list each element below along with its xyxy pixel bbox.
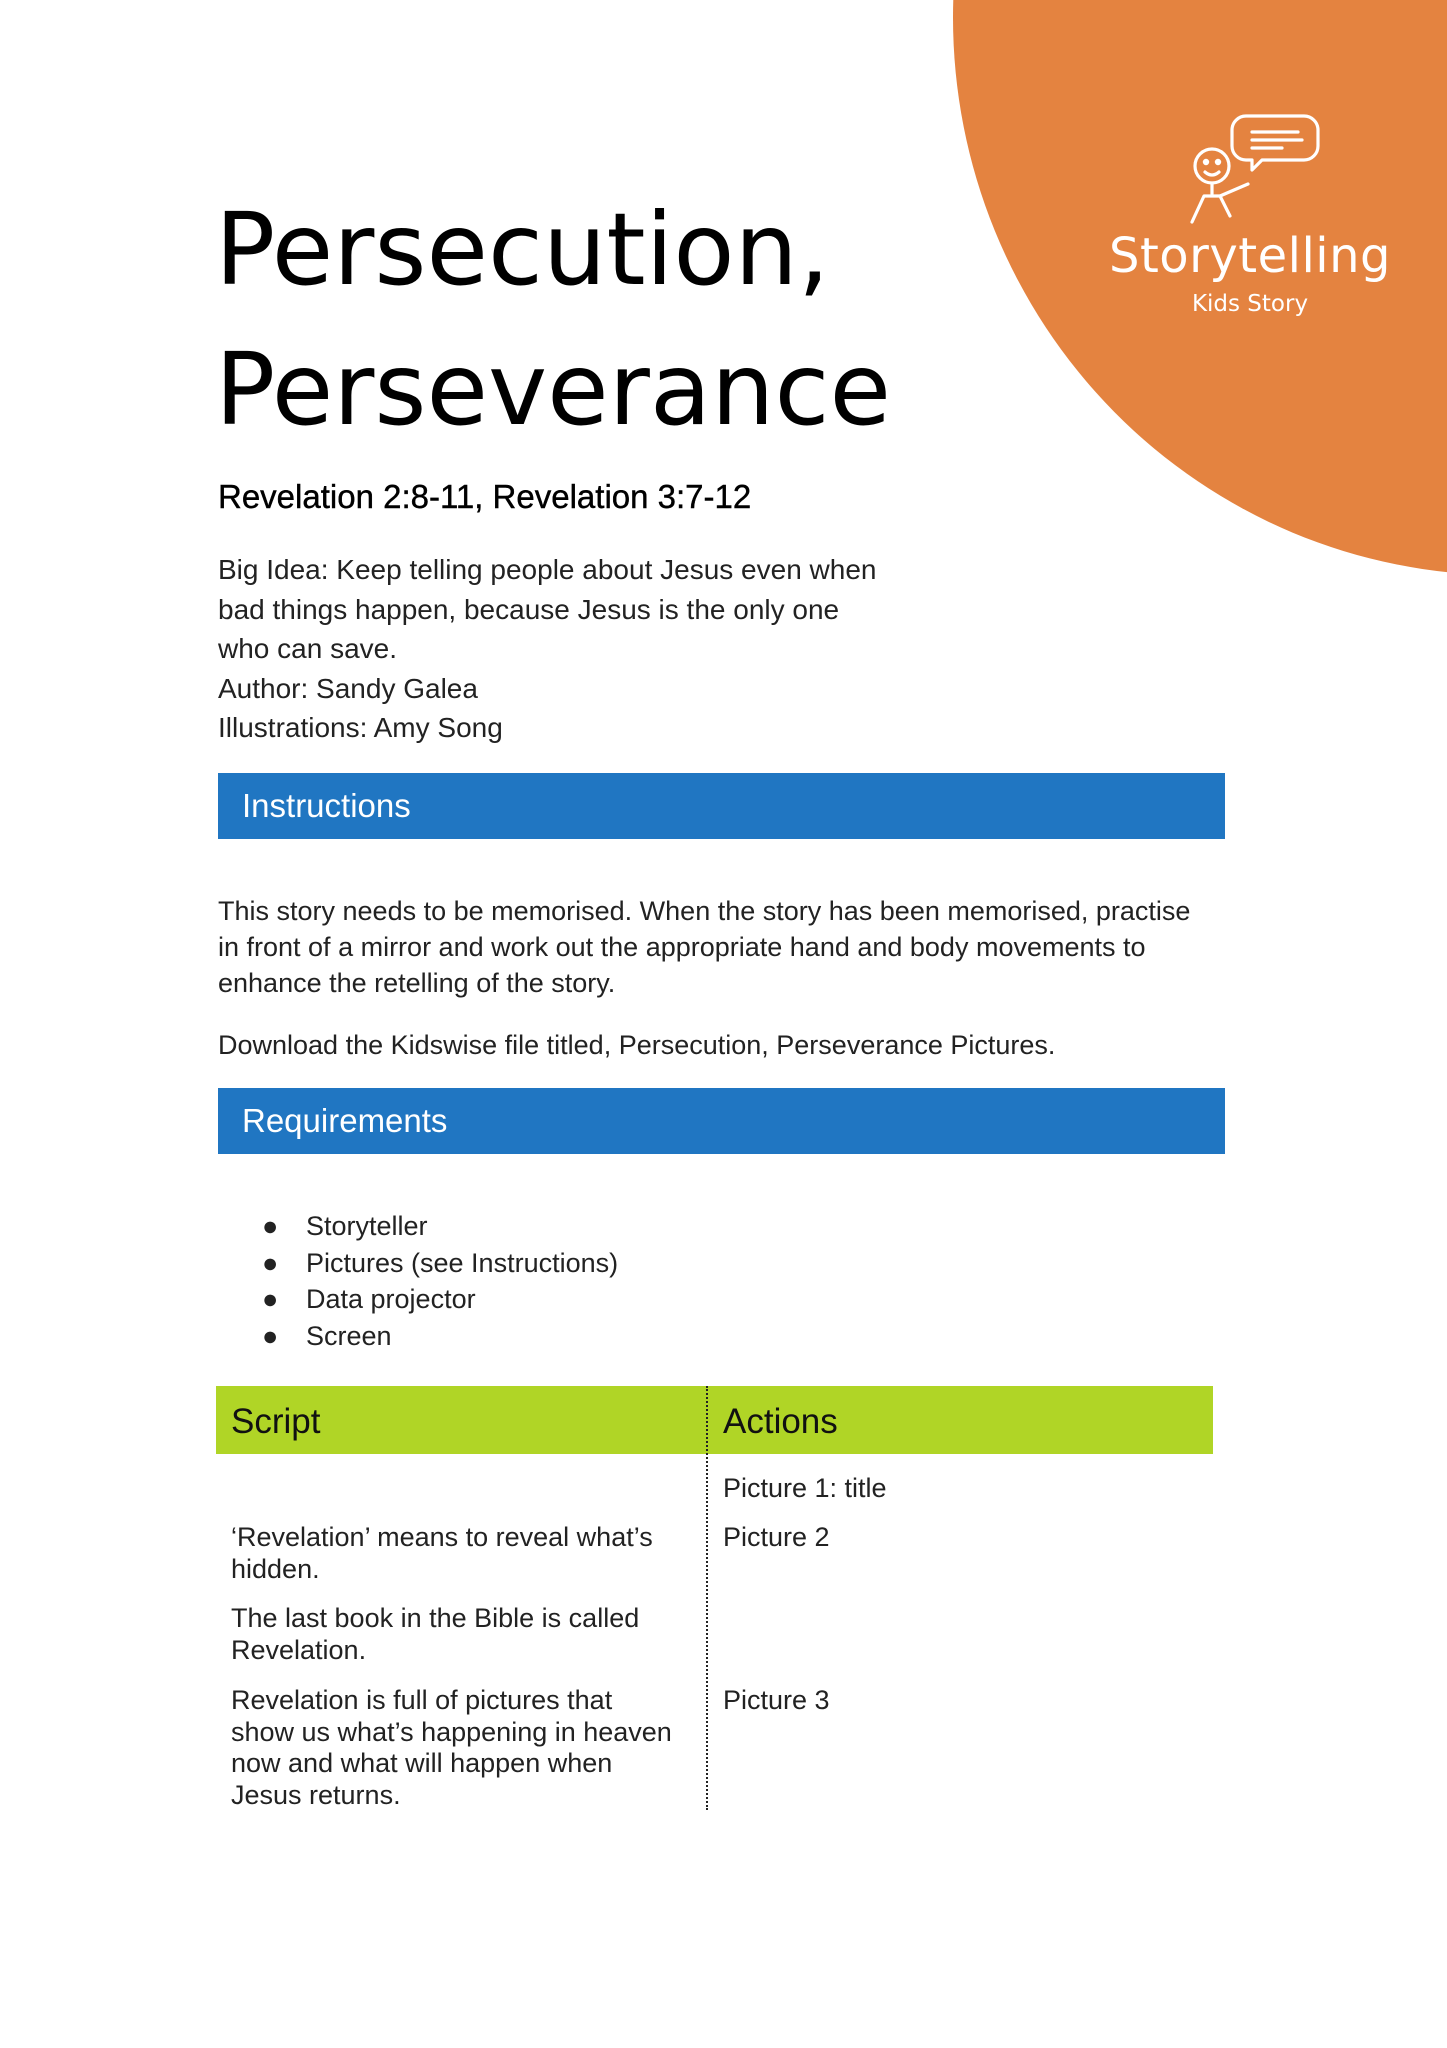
requirements-heading: Requirements — [218, 1088, 1225, 1154]
table-cell-script — [231, 1522, 691, 1585]
script-line: show us what’s happening in heaven — [231, 1716, 672, 1747]
list-item — [218, 1318, 618, 1355]
script-line: hidden. — [231, 1553, 320, 1584]
brand-subtitle: Kids Story — [1191, 291, 1309, 317]
list-item — [218, 1281, 618, 1318]
script-line: now and what will happen when — [231, 1748, 613, 1778]
big-idea-line: who can save. — [218, 633, 397, 664]
story-meta — [218, 550, 978, 748]
list-item — [218, 1208, 618, 1245]
page-title — [215, 180, 891, 460]
list-item — [218, 1245, 618, 1282]
paragraph-line: in front of a mirror and work out the appropriate hand and body movements to — [218, 932, 1146, 962]
title-line: Perseverance — [215, 331, 891, 448]
script-line: Jesus returns. — [231, 1779, 401, 1810]
bullet: ● — [262, 1284, 279, 1314]
author: Author: Sandy Galea — [218, 672, 478, 704]
big-idea-line: bad things happen, because Jesus is the only one — [218, 593, 840, 625]
storyteller-speech-bubble-icon — [1182, 112, 1322, 230]
list-item-label: Pictures (see Instructions) — [306, 1247, 619, 1278]
table-header-actions: Actions — [706, 1386, 1213, 1454]
title-line: Persecution, — [215, 191, 830, 308]
brand-badge-circle — [953, 0, 1447, 575]
download-note: Download the Kidswise file titled, Persecution, Perseverance Pictures. — [218, 1030, 1056, 1060]
script-line: Revelation is full of pictures that — [231, 1685, 613, 1715]
big-idea-line: Big Idea: Keep telling people about Jesus even when — [218, 554, 877, 585]
bullet: ● — [262, 1211, 279, 1241]
paragraph-line: This story needs to be memorised. When the story has been memorised, practise — [218, 896, 1191, 926]
table-cell-script — [231, 1603, 691, 1666]
table-cell-script — [231, 1685, 691, 1811]
table-cell-action: Picture 3 — [723, 1685, 830, 1715]
script-line: The last book in the Bible is called — [231, 1603, 640, 1633]
list-item-label: Data projector — [306, 1284, 476, 1314]
scripture-reference: Revelation 2:8-11, Revelation 3:7-12 — [218, 478, 752, 515]
bullet: ● — [262, 1320, 279, 1351]
list-item-label: Storyteller — [306, 1211, 428, 1241]
instructions-paragraph — [218, 893, 1228, 1001]
table-header-script: Script — [216, 1386, 706, 1454]
bullet: ● — [262, 1247, 279, 1278]
brand-name: Storytelling — [1108, 228, 1392, 284]
requirements-list — [218, 1208, 618, 1354]
list-item-label: Screen — [306, 1320, 392, 1351]
table-cell-action: Picture 1: title — [723, 1473, 887, 1503]
script-line: ‘Revelation’ means to reveal what’s — [231, 1522, 653, 1552]
script-line: Revelation. — [231, 1634, 367, 1665]
paragraph-line: enhance the retelling of the story. — [218, 968, 616, 998]
instructions-heading: Instructions — [218, 773, 1225, 839]
column-divider — [706, 1386, 708, 1810]
table-cell-action: Picture 2 — [723, 1522, 830, 1552]
illustrator: Illustrations: Amy Song — [218, 712, 503, 743]
